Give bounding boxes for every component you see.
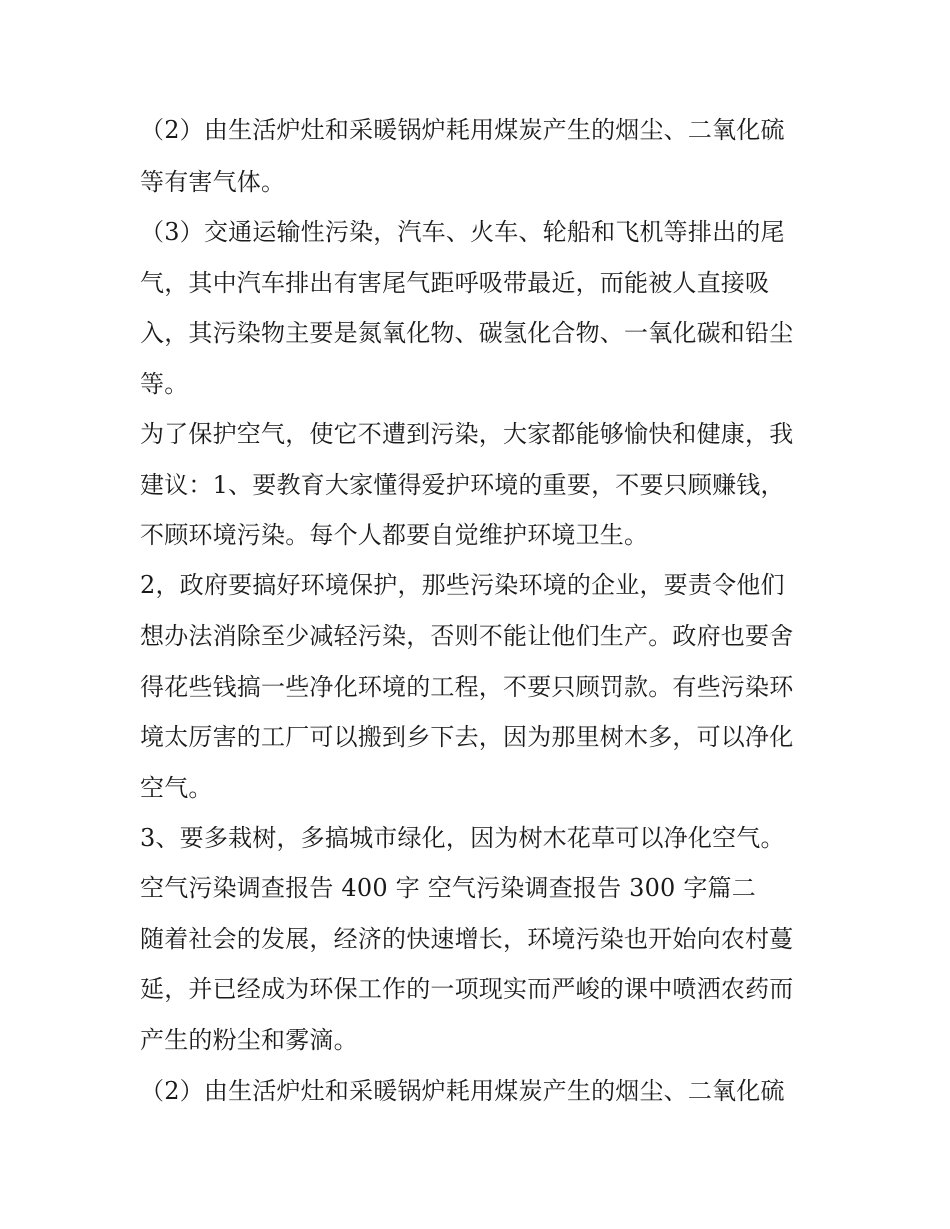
text-line: 气，其中汽车排出有害尾气距呼吸带最近，而能被人直接吸	[140, 269, 770, 297]
text-line: 等有害气体。	[140, 168, 286, 196]
text-line: 入，其污染物主要是氮氧化物、碳氢化合物、一氧化碳和铅尘	[140, 319, 794, 347]
text-line: 空气污染调查报告 400 字 空气污染调查报告 300 字篇二	[140, 874, 756, 902]
text-line: 得花些钱搞一些净化环境的工程，不要只顾罚款。有些污染环	[140, 673, 794, 701]
text-line: 延，并已经成为环保工作的一项现实而严峻的课中喷洒农药而	[140, 975, 794, 1003]
text-line: （2）由生活炉灶和采暖锅炉耗用煤炭产生的烟尘、二氧化硫	[140, 116, 785, 144]
text-line: 空气。	[140, 774, 213, 802]
text-line: 境太厉害的工厂可以搬到乡下去，因为那里树木多，可以净化	[140, 723, 794, 751]
text-line: 2，政府要搞好环境保护，那些污染环境的企业，要责令他们	[140, 571, 785, 599]
text-line: 等。	[140, 370, 189, 398]
text-line: 3、要多栽树，多搞城市绿化，因为树木花草可以净化空气。	[140, 824, 785, 852]
text-line: 建议：1、要教育大家懂得爱护环境的重要，不要只顾赚钱，	[140, 471, 785, 499]
text-line: 产生的粉尘和雾滴。	[140, 1026, 358, 1054]
text-line: 随着社会的发展，经济的快速增长，环境污染也开始向农村蔓	[140, 925, 794, 953]
text-line: 想办法消除至少减轻污染，否则不能让他们生产。政府也要舍	[140, 622, 794, 650]
text-line: 不顾环境污染。每个人都要自觉维护环境卫生。	[140, 521, 649, 549]
text-line: （2）由生活炉灶和采暖锅炉耗用煤炭产生的烟尘、二氧化硫	[140, 1077, 785, 1105]
text-line: 为了保护空气，使它不遭到污染，大家都能够愉快和健康，我	[140, 420, 794, 448]
text-line: （3）交通运输性污染，汽车、火车、轮船和飞机等排出的尾	[140, 218, 785, 246]
